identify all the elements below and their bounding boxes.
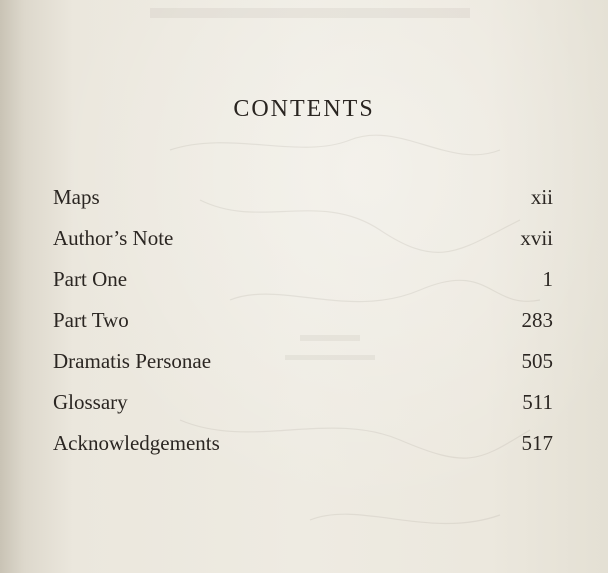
toc-entry-page-number: 517 bbox=[521, 431, 553, 455]
toc-entry-title: Part Two bbox=[53, 308, 129, 332]
toc-entry-page-number: 1 bbox=[542, 267, 553, 291]
toc-entry-maps[interactable] bbox=[53, 182, 553, 223]
toc-entry-title: Maps bbox=[53, 185, 100, 209]
toc-entry-title: Author’s Note bbox=[53, 226, 174, 250]
toc-entry-page-number: xii bbox=[530, 185, 553, 209]
toc-entry-part-one[interactable] bbox=[53, 264, 553, 305]
toc-entry-dramatis-personae[interactable] bbox=[53, 346, 553, 387]
toc-entry-title: Acknowledgements bbox=[53, 431, 220, 455]
contents-heading: CONTENTS bbox=[233, 96, 375, 122]
toc-entry-page-number: 511 bbox=[522, 390, 553, 414]
toc-entry-glossary[interactable] bbox=[53, 387, 553, 428]
toc-entry-title: Glossary bbox=[53, 390, 128, 414]
toc-entry-page-number: 505 bbox=[521, 349, 553, 373]
toc-entry-title: Dramatis Personae bbox=[53, 349, 212, 373]
toc-entry-authors-note[interactable] bbox=[53, 223, 553, 264]
toc-entry-acknowledgements[interactable] bbox=[53, 428, 553, 469]
table-of-contents bbox=[53, 182, 553, 469]
toc-entry-page-number: 283 bbox=[521, 308, 553, 332]
toc-entry-part-two[interactable] bbox=[53, 305, 553, 346]
toc-entry-page-number: xvii bbox=[520, 226, 553, 250]
toc-entry-title: Part One bbox=[53, 267, 128, 291]
